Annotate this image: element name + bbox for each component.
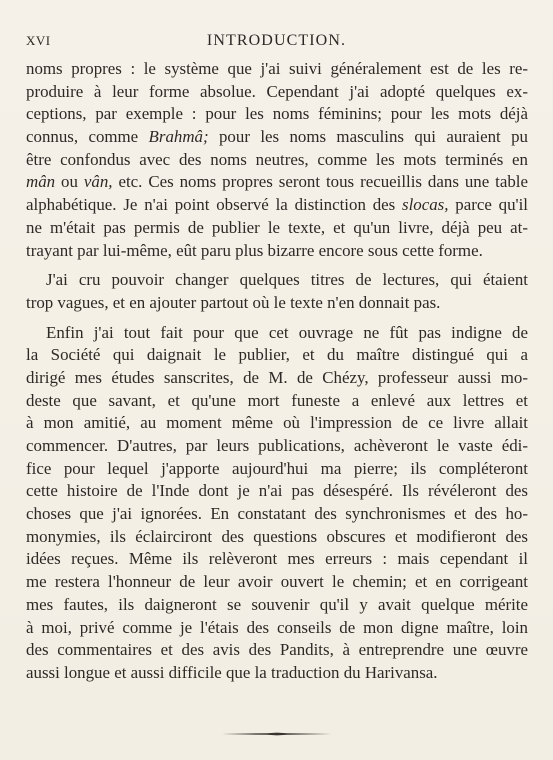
- text-line: ceptions, par exemple : pour les noms féminins; pour les mots déjà: [26, 104, 528, 124]
- text-line: choses que j'ai ignorées. En constatant des synchronismes et des ho-: [26, 504, 528, 524]
- text-line: connus, comme Brahmâ; pour les noms masculins qui auraient pu: [26, 127, 528, 147]
- text-line: être confondus avec des noms neutres, comme les mots terminés en: [26, 149, 528, 169]
- text-line: noms propres : le système que j'ai suivi généralement est de les re-: [26, 59, 528, 78]
- running-title: INTRODUCTION.: [206, 32, 347, 49]
- text-line: à mon amitié, au moment même où l'impression de ce livre allait: [26, 413, 528, 433]
- end-ornament-rule: [222, 732, 332, 736]
- text-line: idées reçues. Même ils relèveront mes erreurs : mais cependant il: [26, 549, 528, 569]
- page-header: [26, 33, 527, 53]
- text-line: mes fautes, ils daigneront se souvenir qu'il y avait quelque mérite: [26, 594, 528, 614]
- text-line: ne m'était pas permis de publier le texte, et qu'un livre, déjà peu at-: [26, 217, 528, 237]
- italic-term: vân,: [83, 172, 113, 192]
- italic-term: Brahmâ;: [148, 127, 209, 147]
- paragraph-gap: [26, 315, 528, 322]
- italic-term: slocas,: [402, 195, 449, 215]
- text-line: la Société qui daignait le publier, et du maître distingué qui a: [26, 345, 528, 365]
- text-line: monymies, ils éclairciront des questions obscures et modifieront des: [26, 526, 528, 546]
- paragraph-gap: [26, 262, 528, 269]
- text-line: mân ou vân, etc. Ces noms propres seront tous recueillis dans une table: [26, 172, 528, 192]
- text-line: trayant par lui-même, eût paru plus bizarre encore sous cette forme.: [26, 240, 483, 260]
- text-line: cette histoire de l'Inde dont je n'ai pas désespéré. Ils révéleront des: [26, 481, 528, 501]
- text-line: trop vagues, et en ajouter partout où le texte n'en donnait pas.: [26, 292, 441, 312]
- text-line: me restera l'honneur de leur avoir ouvert le chemin; et en corrigeant: [26, 572, 528, 592]
- text-line: à moi, privé comme je l'étais des conseils de mon digne maître, loin: [26, 617, 528, 637]
- text-line: deste que savant, et qu'une mort funeste a enlevé aux lettres et: [26, 390, 528, 410]
- text-line: aussi longue et aussi difficile que la traduction du Harivansa.: [26, 662, 438, 682]
- text-line: fice pour lequel j'apporte aujourd'hui ma pierre; ils compléteront: [26, 458, 528, 478]
- text-line: commencer. D'autres, par leurs publications, achèveront le vaste édi-: [26, 436, 528, 455]
- text-line: dirigé mes études sanscrites, de M. de Chézy, professeur aussi mo-: [26, 367, 528, 387]
- body-text: [26, 58, 528, 685]
- text-line: produire à leur forme absolue. Cependant j'ai adopté quelques ex-: [26, 81, 528, 101]
- text-line: J'ai cru pouvoir changer quelques titres de lectures, qui étaient: [46, 270, 528, 290]
- text-line: des commentaires et des avis des Pandits, à entreprendre une œuvre: [26, 640, 528, 660]
- text-line: alphabétique. Je n'ai point observé la distinction des slocas, parce qu'il: [26, 195, 528, 215]
- italic-term: mân: [26, 172, 56, 192]
- text-line: Enfin j'ai tout fait pour que cet ouvrage ne fût pas indigne de: [46, 322, 528, 342]
- page-number: XVI: [26, 33, 51, 48]
